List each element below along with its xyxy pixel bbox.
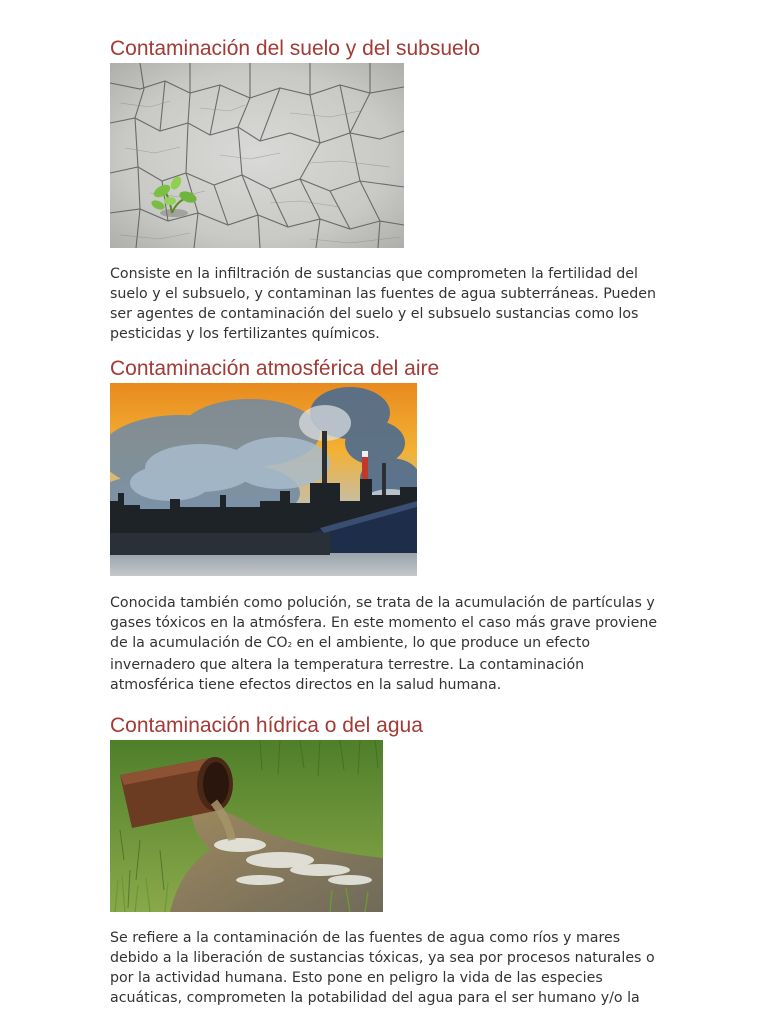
water-contamination-image (110, 740, 383, 912)
paragraph-text: Conocida también como polución, se trata de la acumulación de partículas y gases tóxicos en la atmósfera. En este momento el caso más grave proviene de la acumulación de CO (110, 595, 658, 651)
section-title-air: Contaminación atmosférica del aire (110, 357, 440, 380)
section-paragraph-soil: Consiste en la infiltración de sustancias que comprometen la fertilidad del suelo y el subsuelo, y contaminan las fuentes de agua subterráneas. Pueden ser agentes de contaminación del suelo y el subsuelo sustancias como los pesticidas y los fertilizantes químicos. (110, 266, 657, 342)
subscript-two: 2 (287, 641, 293, 649)
soil-contamination-image (110, 63, 404, 248)
section-paragraph-air (110, 593, 670, 695)
paragraph-text-continued: en el ambiente, lo que produce un efecto invernadero que altera la temperatura terrestre. La contaminación atmosférica tiene efectos directos en la salud humana. (110, 635, 591, 693)
section-paragraph-water: Se refiere a la contaminación de las fuentes de agua como ríos y mares debido a la liberación de sustancias tóxicas, ya sea por procesos naturales o por la actividad humana. Esto pone en peligro la vida de las especies acuáticas, comprometen la potabilidad del agua para el ser humano y/o la (110, 930, 655, 1006)
air-contamination-image (110, 383, 417, 576)
section-title-soil: Contaminación del suelo y del subsuelo (110, 37, 481, 60)
section-title-water: Contaminación hídrica o del agua (110, 714, 423, 737)
